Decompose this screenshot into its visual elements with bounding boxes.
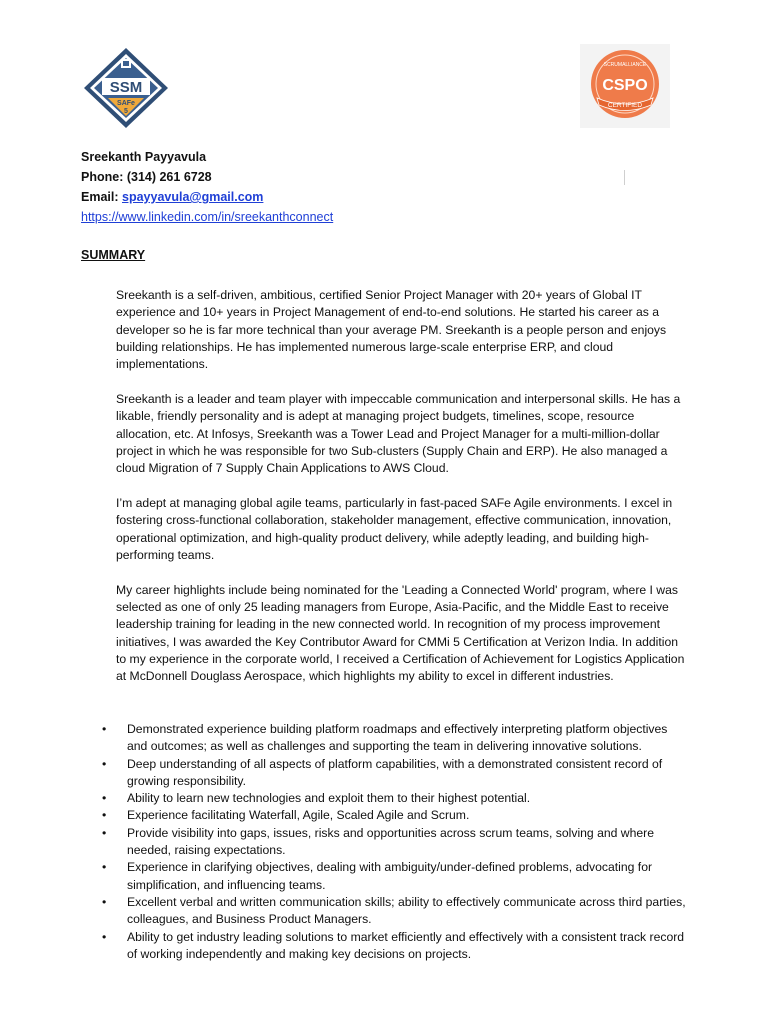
text-cursor-mark — [624, 170, 625, 185]
email-label: Email: — [81, 190, 122, 204]
bullet-marker: • — [102, 791, 107, 806]
bullet-item — [102, 825, 690, 860]
phone-number: Phone: (314) 261 6728 — [81, 170, 212, 184]
summary-paragraph-4: My career highlights include being nominated for the 'Leading a Connected World' program, where I was selected as one of only 25 leading managers from Europe, Asia-Pacific, and the Middle East to receive leadership training for leading in the new connected world. In recognition of my process improvement initiatives, I was awarded the Key Contributor Award for CMMi 5 Certification at Verizon India. In addition to my experience in the corporate world, I received a Certification of Achievement for Logistics Application at McDonnell Douglass Aerospace, which highlights my ability to excel in different industries. — [116, 582, 685, 684]
summary-paragraph-1: Sreekanth is a self-driven, ambitious, certified Senior Project Manager with 20+ years of Global IT experience and 10+ years in Project Management of end-to-end solutions. He started his career as a developer so he is far more technical than your average PM. Sreekanth is a people person and enjoys building relationships. He has implemented numerous large-scale enterprise ERP, and cloud implementations. — [116, 288, 667, 372]
bullet-text: Provide visibility into gaps, issues, risks and opportunities across scrum teams, solving and where needed, raising expectations. — [127, 825, 655, 858]
bullet-item — [102, 894, 690, 929]
summary-paragraph-3: I’m adept at managing global agile teams, particularly in fast-paced SAFe Agile environments. I excel in fostering cross-functional collaboration, stakeholder management, effective communication, innovation, operational optimization, and high-quality product delivery, while adeptly leading, and building high-performing teams. — [116, 495, 673, 562]
ssm-safe-badge-logo — [80, 46, 172, 130]
ssm-safe-text: SAFe — [117, 100, 135, 107]
summary-heading: SUMMARY — [81, 248, 146, 262]
cspo-certified-text: CERTIFIED — [607, 102, 643, 109]
email-link[interactable]: spayyavula@gmail.com — [122, 190, 264, 204]
bullet-item — [102, 807, 690, 824]
bullet-text: Excellent verbal and written communication skills; ability to effectively communicate across third parties, colleagues, and Business Product Managers. — [127, 894, 686, 927]
bullet-item — [102, 859, 690, 894]
bullet-item — [102, 721, 690, 756]
bullet-marker: • — [102, 808, 107, 823]
bullet-marker: • — [102, 894, 107, 909]
bullet-text: Experience in clarifying objectives, dealing with ambiguity/under-defined problems, advocating for simplification, and influencing teams. — [127, 860, 653, 892]
bullet-text: Deep understanding of all aspects of platform capabilities, with a demonstrated consistent record of growing responsibility. — [127, 756, 663, 788]
cspo-badge-text: CSPO — [602, 77, 648, 94]
bullet-text: Experience facilitating Waterfall, Agile, Scaled Agile and Scrum. — [127, 808, 470, 823]
bullet-marker: • — [102, 825, 107, 840]
bullet-item — [102, 756, 690, 791]
bullet-item — [102, 929, 690, 964]
candidate-name: Sreekanth Payyavula — [81, 150, 207, 164]
ssm-badge-text: SSM — [109, 79, 143, 96]
bullet-marker: • — [102, 756, 107, 771]
ssm-version-text: 5 — [124, 108, 128, 115]
summary-paragraph-2: Sreekanth is a leader and team player with impeccable communication and interpersonal skills. He has a likable, friendly personality and is adept at managing project budgets, timelines, scope, resource allocation, etc. At Infosys, Sreekanth was a Tower Lead and Project Manager for a multi-million-dollar project in which he was responsible for two Sub-clusters (Supply Chain and ERP). He also managed a cloud Migration of 7 Supply Chain Applications to AWS Cloud. — [116, 391, 681, 476]
bullet-text: Ability to learn new technologies and exploit them to their highest potential. — [127, 791, 531, 806]
skills-bullet-list — [102, 721, 690, 963]
email-row — [81, 187, 333, 207]
bullet-marker: • — [102, 860, 107, 875]
bullet-text: Demonstrated experience building platform roadmaps and effectively interpreting platform objectives and outcomes; as well as challenges and supporting the team in delivering innovative solutions. — [127, 722, 668, 754]
cspo-org-text: SCRUMALLIANCE — [603, 62, 647, 68]
linkedin-link[interactable]: https://www.linkedin.com/in/sreekanthconnect — [81, 210, 334, 224]
cspo-certified-badge-logo — [580, 44, 670, 128]
bullet-marker: • — [102, 929, 107, 944]
contact-block — [81, 147, 333, 227]
bullet-text: Ability to get industry leading solutions to market efficiently and effectively with a consistent track record of working independently and making key decisions on projects. — [127, 929, 685, 961]
summary-paragraphs — [116, 287, 688, 703]
bullet-item — [102, 790, 690, 807]
bullet-marker: • — [102, 722, 107, 736]
